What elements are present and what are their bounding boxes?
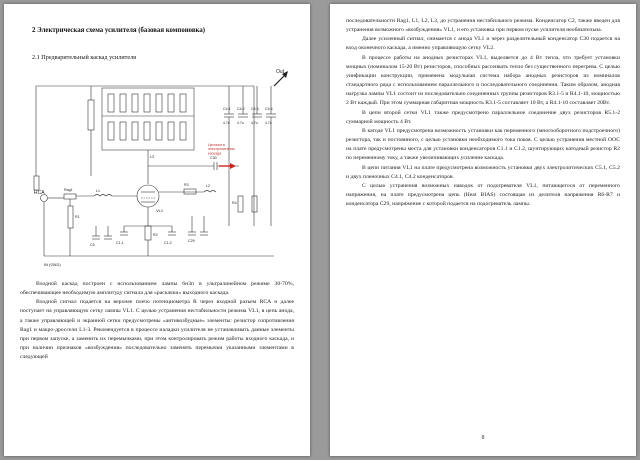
cap-label-c4-2: C4.2 (237, 107, 245, 111)
label-r1: R1 (75, 215, 80, 219)
cap-label-c4-1: C4.1 (223, 107, 231, 111)
document-page-right (330, 4, 636, 456)
tube-vl1-symbol (137, 185, 159, 207)
cap-value-c4-4: 4.7u (265, 121, 272, 125)
label-r4: R4 (232, 201, 237, 205)
cap-label-c4-3: C4.3 (251, 107, 259, 111)
paragraph: С целью устранения возможных наводок от подогревателя VL1, питающегося от переменного напряжения, на плате предусмотрена цепь (Heat BIAS) состоящая из делителя напряжения R6-R7 и конденсатора C29, напряжение с которой подается на подогреватель лампы. (346, 182, 620, 208)
label-r2: R2 (153, 233, 158, 237)
left-body-text (20, 280, 294, 362)
paragraph: В цепи второй сетки VL1 также предусмотрено параллельное соединение двух резисторов R5.1-2 суммарной мощность 4 Вт. (346, 109, 620, 125)
paragraph: последовательности Rag1, L1, L2, L3, до устранения нестабильного режима. Конденсатор C2, также введен для устранения возможного «возбуждения» VL1, и его установка при первом пуске усилителя необязательна. (346, 18, 620, 34)
subsection-heading: 2.1 Предварительный каскад усилителя (32, 54, 137, 61)
paragraph: Далее усиленный сигнал, снимается с анода VL1 и через разделительный конденсатор C30 подается на вход оконечного каскада, а именно управляющую сетку VL2. (346, 36, 620, 52)
tube-label: VL1 (156, 208, 164, 213)
label-l1: L1 (96, 189, 100, 193)
cap-label-c4-4: C4.4 (265, 107, 273, 111)
paragraph: В катоде VL1 предусмотрена возможность установки как переменного (многооборотного подстроечного) резистора, так и постоянного, с целью установки необходимого тока покоя. С целью устранения местной ООС на плате предусмотрены места для установки конденсаторов C1.1 и C1.2, шунтирующих катодный резистор R2 по переменному току, а также увеличивающих усиление каскада. (346, 127, 620, 162)
paragraph: В цепи питания VL1 на плате предусмотрена возможность установки двух электролитических C5.1, C5.2 и двух пленочных C4.1, C4.2 конденсаторов. (346, 164, 620, 180)
anode-resistor-bank (108, 94, 186, 140)
section-heading: 2 Электрическая схема усилителя (базовая компоновка) (32, 27, 206, 34)
paragraph: Входной каскад построен с использованием лампы 6н3п в ультралинейном режиме 30-70%, обеспечивающее необходимую амплитуду сигнала для «раскачки» выходного каскада. (20, 281, 294, 297)
label-c1-1: C1.1 (116, 241, 124, 245)
page-number: 8 (481, 435, 485, 441)
right-body-text (346, 17, 620, 209)
amplifier-schematic (24, 66, 294, 276)
rca-label: RCA (34, 190, 45, 196)
cap-value-c4-2: 4.7u (237, 121, 244, 125)
label-l3: L3 (150, 155, 154, 159)
label-c5: C5 (90, 243, 95, 247)
output-label: Out (276, 69, 285, 75)
label-l2: L2 (206, 184, 210, 188)
document-page-left (4, 4, 310, 456)
annotation-arrow-icon (219, 163, 236, 169)
label-rag1: Rag1 (64, 188, 73, 192)
label-r3: R3 (184, 183, 189, 187)
annotation-text: Цепочки в электропитании каскада (208, 143, 235, 156)
label-c1-2: C1.2 (164, 241, 172, 245)
cap-value-c4-3: 4.7u (251, 121, 258, 125)
paragraph: В процессе работы на анодных резисторах VL1, выделяется до 4 Вт тепла, что требует установки мощных (номиналом 15-20 Вт) резисторов, способных рассеивать тепло без существенного перегрева. С целью унификации конструкции, применена модульная система набора анодных резисторов из номиналов стандартного ряда с использованием параллельного и последовательного соединения. Таким образом, анодная нагрузка лампы VL1 состоит из последовательно соединенных группы резисторов R3.1-5 и R4.1-10, мощностью 2 Вт каждый. При этом суммарная габаритная мощность R3.1-5 составляет 10 Вт, а R4.1-10 составляет 20Вт. (346, 54, 620, 107)
cap-value-c4-1: 4.7u (223, 121, 230, 125)
label-c29: C29 (188, 239, 195, 243)
paragraph: Входной сигнал подается на верхнее плечо потенциометра R через входной разъем RCA и далее поступает на управляющую сетку лампы VL1. С целью устранения нестабильности режима VL1, в цепь анода, а также управляющей и экранной сетки предусмотрены «антивозбудные» элементы: резистор сопротивления Rag1 и макро-дроссели L1-3. Рекомендуется в процессе наладки усилителя не устанавливать данные элементы при первом запуске, а заменить их перемычками, при этом контролировать режим работы входного каскада, и при наличии признаков «возбуждения» последовательно заменять перемычки указанными элементами в следующей (20, 299, 294, 361)
gnd-label: IN (GND) (44, 262, 61, 267)
label-c30: C30 (210, 156, 217, 160)
